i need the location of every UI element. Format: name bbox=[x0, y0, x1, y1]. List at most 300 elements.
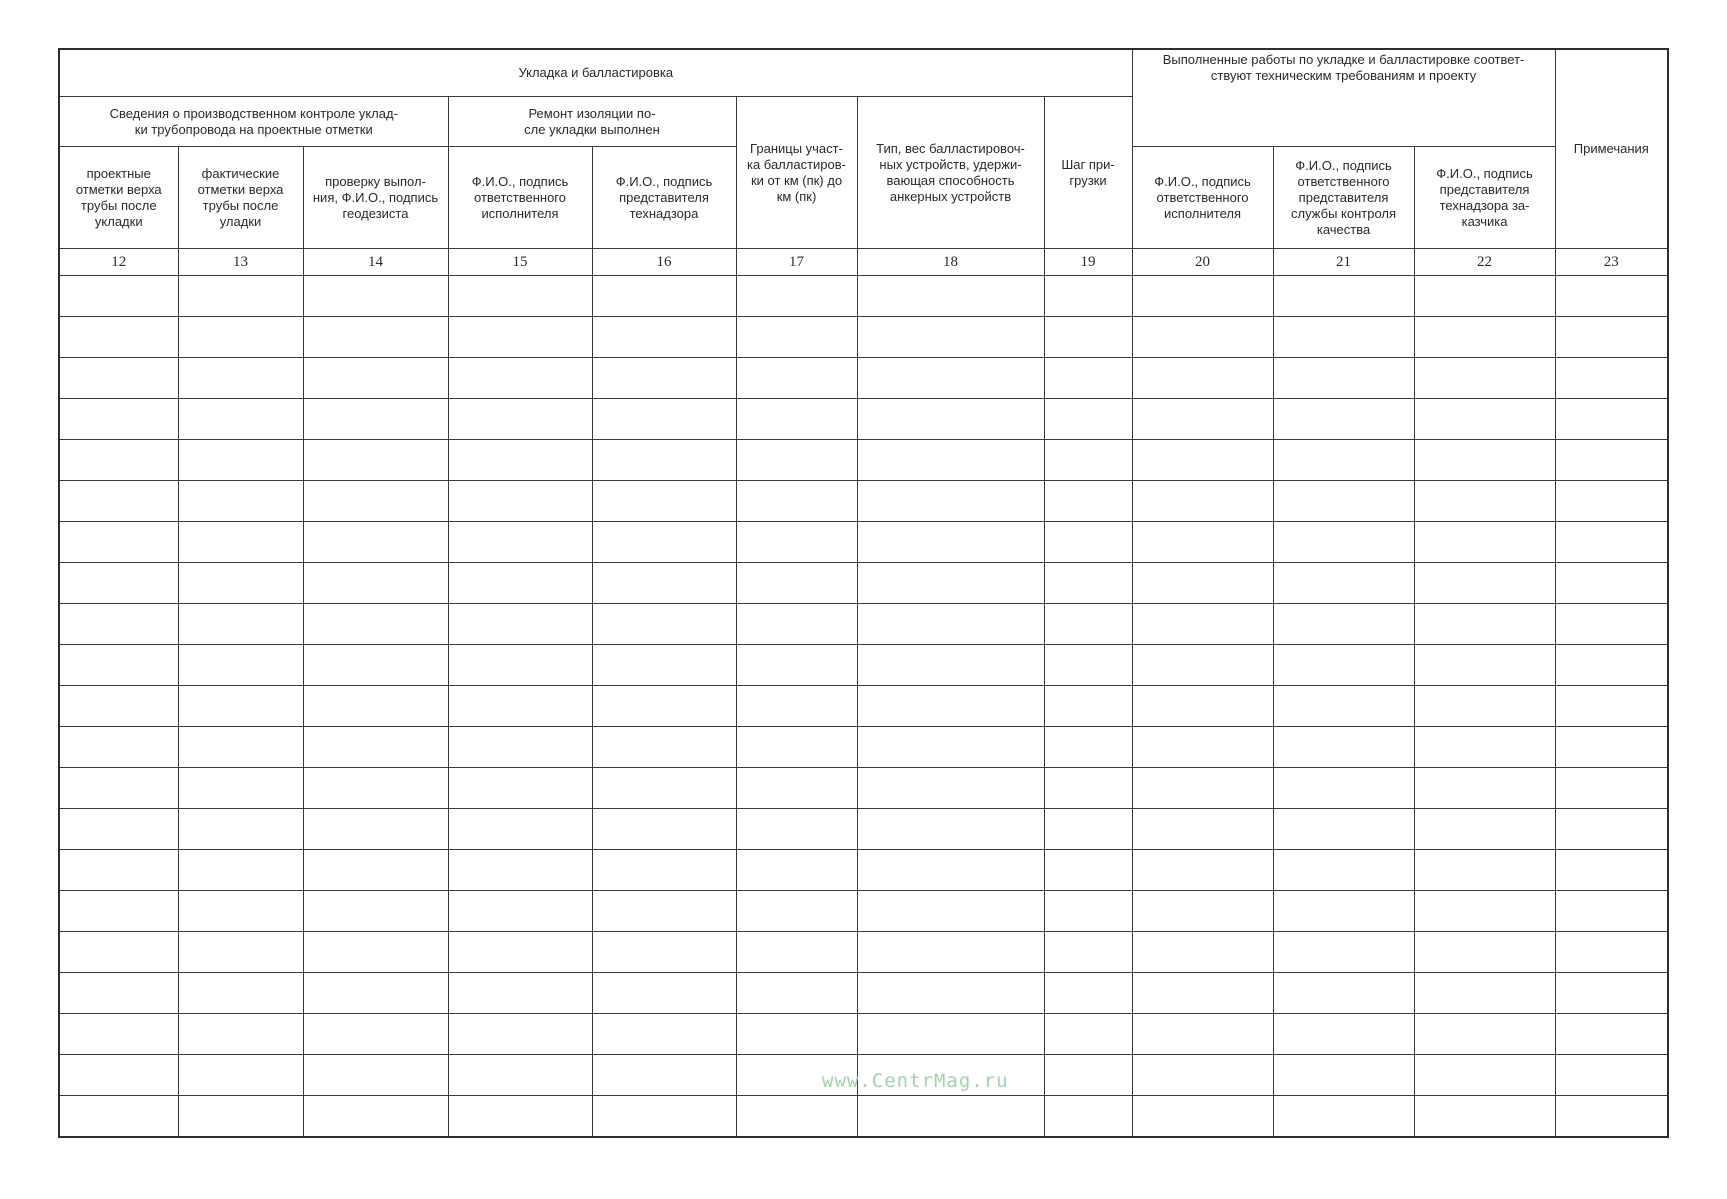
header-col-17: Границы участ- ка балластиров- ки от км (пк) до км (пк) bbox=[736, 97, 857, 249]
blank-cell bbox=[857, 973, 1044, 1014]
blank-cell bbox=[857, 727, 1044, 768]
blank-cell bbox=[178, 1055, 303, 1096]
blank-cell bbox=[303, 604, 448, 645]
blank-cell bbox=[1555, 809, 1668, 850]
blank-cell bbox=[1044, 1055, 1132, 1096]
blank-cell bbox=[1044, 399, 1132, 440]
blank-cell bbox=[857, 1096, 1044, 1138]
blank-cell bbox=[59, 604, 178, 645]
header-col-16: Ф.И.О., подпись представителя технадзора bbox=[592, 147, 736, 249]
blank-cell bbox=[1414, 891, 1555, 932]
blank-cell bbox=[857, 809, 1044, 850]
blank-cell bbox=[59, 276, 178, 317]
blank-cell bbox=[1132, 973, 1273, 1014]
blank-cell bbox=[736, 440, 857, 481]
blank-cell bbox=[857, 440, 1044, 481]
blank-cell bbox=[303, 809, 448, 850]
blank-cell bbox=[448, 317, 592, 358]
table-row bbox=[59, 440, 1668, 481]
blank-cell bbox=[1555, 358, 1668, 399]
blank-cell bbox=[303, 276, 448, 317]
blank-cell bbox=[303, 686, 448, 727]
column-number: 17 bbox=[736, 249, 857, 276]
blank-cell bbox=[448, 481, 592, 522]
blank-cell bbox=[1555, 317, 1668, 358]
blank-cell bbox=[1044, 276, 1132, 317]
blank-cell bbox=[1044, 358, 1132, 399]
blank-cell bbox=[592, 317, 736, 358]
blank-cell bbox=[448, 768, 592, 809]
blank-cell bbox=[448, 973, 592, 1014]
header-laying-ballasting: Укладка и балластировка bbox=[59, 49, 1132, 97]
column-number: 15 bbox=[448, 249, 592, 276]
blank-cell bbox=[1132, 1055, 1273, 1096]
blank-cell bbox=[1273, 399, 1414, 440]
blank-cell bbox=[592, 358, 736, 399]
blank-cell bbox=[592, 1096, 736, 1138]
table-row bbox=[59, 850, 1668, 891]
blank-cell bbox=[857, 604, 1044, 645]
blank-cell bbox=[178, 850, 303, 891]
blank-cell bbox=[736, 686, 857, 727]
table-row bbox=[59, 891, 1668, 932]
blank-cell bbox=[1044, 809, 1132, 850]
blank-cell bbox=[59, 563, 178, 604]
blank-cell bbox=[303, 399, 448, 440]
blank-cell bbox=[592, 481, 736, 522]
blank-cell bbox=[1555, 973, 1668, 1014]
blank-cell bbox=[1273, 358, 1414, 399]
table-row bbox=[59, 481, 1668, 522]
blank-cell bbox=[1273, 891, 1414, 932]
blank-cell bbox=[857, 399, 1044, 440]
blank-cell bbox=[448, 1014, 592, 1055]
header-production-control: Сведения о производственном контроле уклад- ки трубопровода на проектные отметки bbox=[59, 97, 448, 147]
blank-cell bbox=[178, 522, 303, 563]
blank-cell bbox=[178, 973, 303, 1014]
blank-cell bbox=[1414, 768, 1555, 809]
blank-cell bbox=[1132, 563, 1273, 604]
blank-cell bbox=[1555, 850, 1668, 891]
blank-cell bbox=[448, 932, 592, 973]
blank-cell bbox=[736, 358, 857, 399]
blank-cell bbox=[303, 1014, 448, 1055]
blank-cell bbox=[448, 1096, 592, 1138]
blank-cell bbox=[736, 481, 857, 522]
blank-cell bbox=[1044, 645, 1132, 686]
blank-cell bbox=[1132, 358, 1273, 399]
blank-cell bbox=[303, 768, 448, 809]
table-row bbox=[59, 276, 1668, 317]
blank-cell bbox=[1555, 686, 1668, 727]
blank-cell bbox=[1414, 1055, 1555, 1096]
blank-cell bbox=[1273, 768, 1414, 809]
blank-cell bbox=[592, 522, 736, 563]
blank-cell bbox=[59, 399, 178, 440]
blank-cell bbox=[857, 317, 1044, 358]
blank-cell bbox=[303, 1096, 448, 1138]
blank-cell bbox=[1555, 768, 1668, 809]
header-col-18: Тип, вес балластировоч- ных устройств, удержи- вающая способность анкерных устройств bbox=[857, 97, 1044, 249]
blank-cell bbox=[1273, 563, 1414, 604]
blank-cell bbox=[1273, 1055, 1414, 1096]
blank-cell bbox=[1555, 563, 1668, 604]
header-col-13: фактические отметки верха трубы после уладки bbox=[178, 147, 303, 249]
blank-cell bbox=[1044, 481, 1132, 522]
blank-cell bbox=[1414, 727, 1555, 768]
blank-cell bbox=[1555, 481, 1668, 522]
blank-cell bbox=[1044, 768, 1132, 809]
blank-cell bbox=[448, 276, 592, 317]
blank-cell bbox=[448, 1055, 592, 1096]
blank-cell bbox=[592, 399, 736, 440]
blank-cell bbox=[1132, 686, 1273, 727]
blank-cell bbox=[303, 727, 448, 768]
header-col-14: проверку выпол- ния, Ф.И.О., подпись геодезиста bbox=[303, 147, 448, 249]
blank-cell bbox=[736, 850, 857, 891]
blank-cell bbox=[736, 563, 857, 604]
blank-cell bbox=[1044, 604, 1132, 645]
blank-cell bbox=[178, 727, 303, 768]
blank-cell bbox=[178, 686, 303, 727]
blank-cell bbox=[1414, 604, 1555, 645]
blank-cell bbox=[448, 727, 592, 768]
blank-cell bbox=[1044, 522, 1132, 563]
blank-cell bbox=[736, 809, 857, 850]
blank-cell bbox=[303, 1055, 448, 1096]
blank-cell bbox=[1044, 973, 1132, 1014]
blank-cell bbox=[1555, 1055, 1668, 1096]
blank-cell bbox=[1044, 440, 1132, 481]
blank-cell bbox=[1555, 604, 1668, 645]
blank-cell bbox=[59, 481, 178, 522]
blank-cell bbox=[592, 973, 736, 1014]
blank-cell bbox=[448, 440, 592, 481]
blank-cell bbox=[1044, 727, 1132, 768]
table-row bbox=[59, 522, 1668, 563]
blank-cell bbox=[857, 686, 1044, 727]
blank-cell bbox=[1132, 850, 1273, 891]
blank-cell bbox=[1132, 481, 1273, 522]
blank-cell bbox=[1414, 440, 1555, 481]
blank-cell bbox=[303, 522, 448, 563]
blank-cell bbox=[303, 563, 448, 604]
blank-cell bbox=[448, 891, 592, 932]
blank-cell bbox=[303, 358, 448, 399]
blank-cell bbox=[1273, 317, 1414, 358]
blank-cell bbox=[178, 809, 303, 850]
blank-cell bbox=[1132, 768, 1273, 809]
blank-cell bbox=[1414, 481, 1555, 522]
table-row bbox=[59, 1014, 1668, 1055]
blank-cell bbox=[1273, 440, 1414, 481]
blank-cell bbox=[857, 276, 1044, 317]
table-row bbox=[59, 809, 1668, 850]
blank-cell bbox=[448, 686, 592, 727]
blank-cell bbox=[1273, 809, 1414, 850]
blank-cell bbox=[303, 645, 448, 686]
blank-cell bbox=[1414, 686, 1555, 727]
blank-cell bbox=[178, 399, 303, 440]
blank-cell bbox=[303, 440, 448, 481]
column-number: 20 bbox=[1132, 249, 1273, 276]
journal-table bbox=[58, 48, 1669, 1138]
blank-cell bbox=[59, 1055, 178, 1096]
blank-cell bbox=[59, 522, 178, 563]
table-row bbox=[59, 399, 1668, 440]
blank-cell bbox=[178, 604, 303, 645]
blank-cell bbox=[1555, 522, 1668, 563]
table-row bbox=[59, 645, 1668, 686]
blank-cell bbox=[1273, 522, 1414, 563]
blank-cell bbox=[178, 563, 303, 604]
blank-cell bbox=[1414, 399, 1555, 440]
blank-cell bbox=[1132, 440, 1273, 481]
blank-cell bbox=[736, 1014, 857, 1055]
header-col-21: Ф.И.О., подпись ответственного представителя службы контроля качества bbox=[1273, 147, 1414, 249]
header-col-12: проектные отметки верха трубы после укладки bbox=[59, 147, 178, 249]
column-number: 19 bbox=[1044, 249, 1132, 276]
blank-cell bbox=[448, 604, 592, 645]
blank-cell bbox=[448, 399, 592, 440]
table-row bbox=[59, 563, 1668, 604]
blank-cell bbox=[59, 727, 178, 768]
blank-cell bbox=[303, 850, 448, 891]
blank-cell bbox=[592, 1014, 736, 1055]
blank-cell bbox=[857, 358, 1044, 399]
blank-cell bbox=[1132, 399, 1273, 440]
table-row bbox=[59, 768, 1668, 809]
blank-cell bbox=[303, 932, 448, 973]
blank-cell bbox=[1555, 1096, 1668, 1138]
blank-cell bbox=[59, 1014, 178, 1055]
column-number: 22 bbox=[1414, 249, 1555, 276]
blank-cell bbox=[592, 563, 736, 604]
blank-cell bbox=[178, 645, 303, 686]
blank-cell bbox=[448, 522, 592, 563]
blank-cell bbox=[59, 1096, 178, 1138]
blank-cell bbox=[592, 727, 736, 768]
blank-cell bbox=[592, 276, 736, 317]
blank-cell bbox=[448, 809, 592, 850]
blank-cell bbox=[592, 891, 736, 932]
blank-cell bbox=[736, 891, 857, 932]
blank-cell bbox=[1132, 645, 1273, 686]
header-col-15: Ф.И.О., подпись ответственного исполнителя bbox=[448, 147, 592, 249]
blank-cell bbox=[1273, 932, 1414, 973]
column-number: 12 bbox=[59, 249, 178, 276]
blank-cell bbox=[1044, 1014, 1132, 1055]
blank-cell bbox=[448, 850, 592, 891]
blank-cell bbox=[303, 973, 448, 1014]
table-row bbox=[59, 932, 1668, 973]
header-insulation-repair: Ремонт изоляции по- сле укладки выполнен bbox=[448, 97, 736, 147]
blank-cell bbox=[736, 768, 857, 809]
journal-form bbox=[58, 48, 1667, 1138]
blank-cell bbox=[59, 686, 178, 727]
blank-cell bbox=[1044, 932, 1132, 973]
blank-cell bbox=[1414, 850, 1555, 891]
blank-cell bbox=[178, 317, 303, 358]
blank-cell bbox=[1414, 276, 1555, 317]
column-number: 21 bbox=[1273, 249, 1414, 276]
blank-cell bbox=[857, 932, 1044, 973]
blank-cell bbox=[1273, 276, 1414, 317]
blank-cell bbox=[1273, 850, 1414, 891]
blank-cell bbox=[1273, 973, 1414, 1014]
blank-cell bbox=[736, 727, 857, 768]
blank-cell bbox=[857, 645, 1044, 686]
header-col-22: Ф.И.О., подпись представителя технадзора за- казчика bbox=[1414, 147, 1555, 249]
column-number: 23 bbox=[1555, 249, 1668, 276]
blank-cell bbox=[1132, 932, 1273, 973]
blank-rows bbox=[59, 276, 1668, 1138]
blank-cell bbox=[1555, 891, 1668, 932]
blank-cell bbox=[1132, 276, 1273, 317]
blank-cell bbox=[1132, 727, 1273, 768]
column-number: 13 bbox=[178, 249, 303, 276]
blank-cell bbox=[736, 522, 857, 563]
blank-cell bbox=[592, 809, 736, 850]
blank-cell bbox=[1555, 1014, 1668, 1055]
blank-cell bbox=[1414, 645, 1555, 686]
blank-cell bbox=[1555, 727, 1668, 768]
blank-cell bbox=[1555, 645, 1668, 686]
blank-cell bbox=[1044, 1096, 1132, 1138]
blank-cell bbox=[178, 1014, 303, 1055]
blank-cell bbox=[1414, 973, 1555, 1014]
table-row bbox=[59, 973, 1668, 1014]
blank-cell bbox=[592, 850, 736, 891]
blank-cell bbox=[1132, 604, 1273, 645]
blank-cell bbox=[1414, 932, 1555, 973]
blank-cell bbox=[178, 932, 303, 973]
column-number: 18 bbox=[857, 249, 1044, 276]
blank-cell bbox=[1414, 563, 1555, 604]
blank-cell bbox=[1273, 1014, 1414, 1055]
blank-cell bbox=[736, 399, 857, 440]
blank-cell bbox=[857, 850, 1044, 891]
blank-cell bbox=[736, 973, 857, 1014]
blank-cell bbox=[736, 932, 857, 973]
table-row bbox=[59, 1096, 1668, 1138]
blank-cell bbox=[1044, 317, 1132, 358]
blank-cell bbox=[448, 645, 592, 686]
blank-cell bbox=[59, 768, 178, 809]
blank-cell bbox=[857, 522, 1044, 563]
blank-cell bbox=[1414, 1014, 1555, 1055]
blank-cell bbox=[59, 358, 178, 399]
blank-cell bbox=[592, 645, 736, 686]
blank-cell bbox=[592, 932, 736, 973]
blank-cell bbox=[178, 276, 303, 317]
blank-cell bbox=[59, 440, 178, 481]
blank-cell bbox=[178, 440, 303, 481]
blank-cell bbox=[59, 850, 178, 891]
blank-cell bbox=[1132, 522, 1273, 563]
blank-cell bbox=[857, 891, 1044, 932]
blank-cell bbox=[1273, 604, 1414, 645]
blank-cell bbox=[736, 645, 857, 686]
blank-cell bbox=[1273, 727, 1414, 768]
header-col-23: Примечания bbox=[1555, 49, 1668, 249]
blank-cell bbox=[178, 481, 303, 522]
blank-cell bbox=[59, 973, 178, 1014]
blank-cell bbox=[1044, 563, 1132, 604]
column-number-row bbox=[59, 249, 1668, 276]
table-row bbox=[59, 686, 1668, 727]
blank-cell bbox=[1132, 317, 1273, 358]
blank-cell bbox=[1414, 809, 1555, 850]
blank-cell bbox=[1414, 358, 1555, 399]
blank-cell bbox=[1414, 522, 1555, 563]
blank-cell bbox=[857, 563, 1044, 604]
blank-cell bbox=[59, 809, 178, 850]
header-col-20: Ф.И.О., подпись ответственного исполнителя bbox=[1132, 147, 1273, 249]
header-quality-compliance: Выполненные работы по укладке и балластировке соответ- ствуют техническим требованиям и проекту bbox=[1132, 49, 1555, 147]
blank-cell bbox=[303, 481, 448, 522]
blank-cell bbox=[1132, 1014, 1273, 1055]
blank-cell bbox=[592, 604, 736, 645]
blank-cell bbox=[448, 563, 592, 604]
blank-cell bbox=[1132, 1096, 1273, 1138]
blank-cell bbox=[59, 645, 178, 686]
blank-cell bbox=[736, 604, 857, 645]
blank-cell bbox=[59, 317, 178, 358]
blank-cell bbox=[1044, 891, 1132, 932]
blank-cell bbox=[1044, 850, 1132, 891]
blank-cell bbox=[736, 317, 857, 358]
table-row bbox=[59, 358, 1668, 399]
table-row bbox=[59, 727, 1668, 768]
column-number: 14 bbox=[303, 249, 448, 276]
blank-cell bbox=[857, 481, 1044, 522]
header-row-groups bbox=[59, 49, 1668, 97]
blank-cell bbox=[178, 768, 303, 809]
blank-cell bbox=[1132, 809, 1273, 850]
blank-cell bbox=[592, 440, 736, 481]
column-number: 16 bbox=[592, 249, 736, 276]
blank-cell bbox=[178, 358, 303, 399]
blank-cell bbox=[303, 317, 448, 358]
blank-cell bbox=[178, 891, 303, 932]
blank-cell bbox=[1414, 1096, 1555, 1138]
blank-cell bbox=[1555, 399, 1668, 440]
blank-cell bbox=[1555, 440, 1668, 481]
blank-cell bbox=[1273, 645, 1414, 686]
blank-cell bbox=[1555, 276, 1668, 317]
watermark: www.CentrMag.ru bbox=[822, 1070, 1009, 1092]
header-col-19: Шаг при- грузки bbox=[1044, 97, 1132, 249]
blank-cell bbox=[1414, 317, 1555, 358]
table-row bbox=[59, 317, 1668, 358]
blank-cell bbox=[303, 891, 448, 932]
blank-cell bbox=[1273, 481, 1414, 522]
blank-cell bbox=[592, 768, 736, 809]
blank-cell bbox=[592, 1055, 736, 1096]
blank-cell bbox=[857, 768, 1044, 809]
blank-cell bbox=[1132, 891, 1273, 932]
blank-cell bbox=[59, 932, 178, 973]
blank-cell bbox=[736, 1096, 857, 1138]
blank-cell bbox=[59, 891, 178, 932]
blank-cell bbox=[448, 358, 592, 399]
blank-cell bbox=[1555, 932, 1668, 973]
blank-cell bbox=[592, 686, 736, 727]
blank-cell bbox=[857, 1014, 1044, 1055]
blank-cell bbox=[1273, 686, 1414, 727]
table-row bbox=[59, 604, 1668, 645]
